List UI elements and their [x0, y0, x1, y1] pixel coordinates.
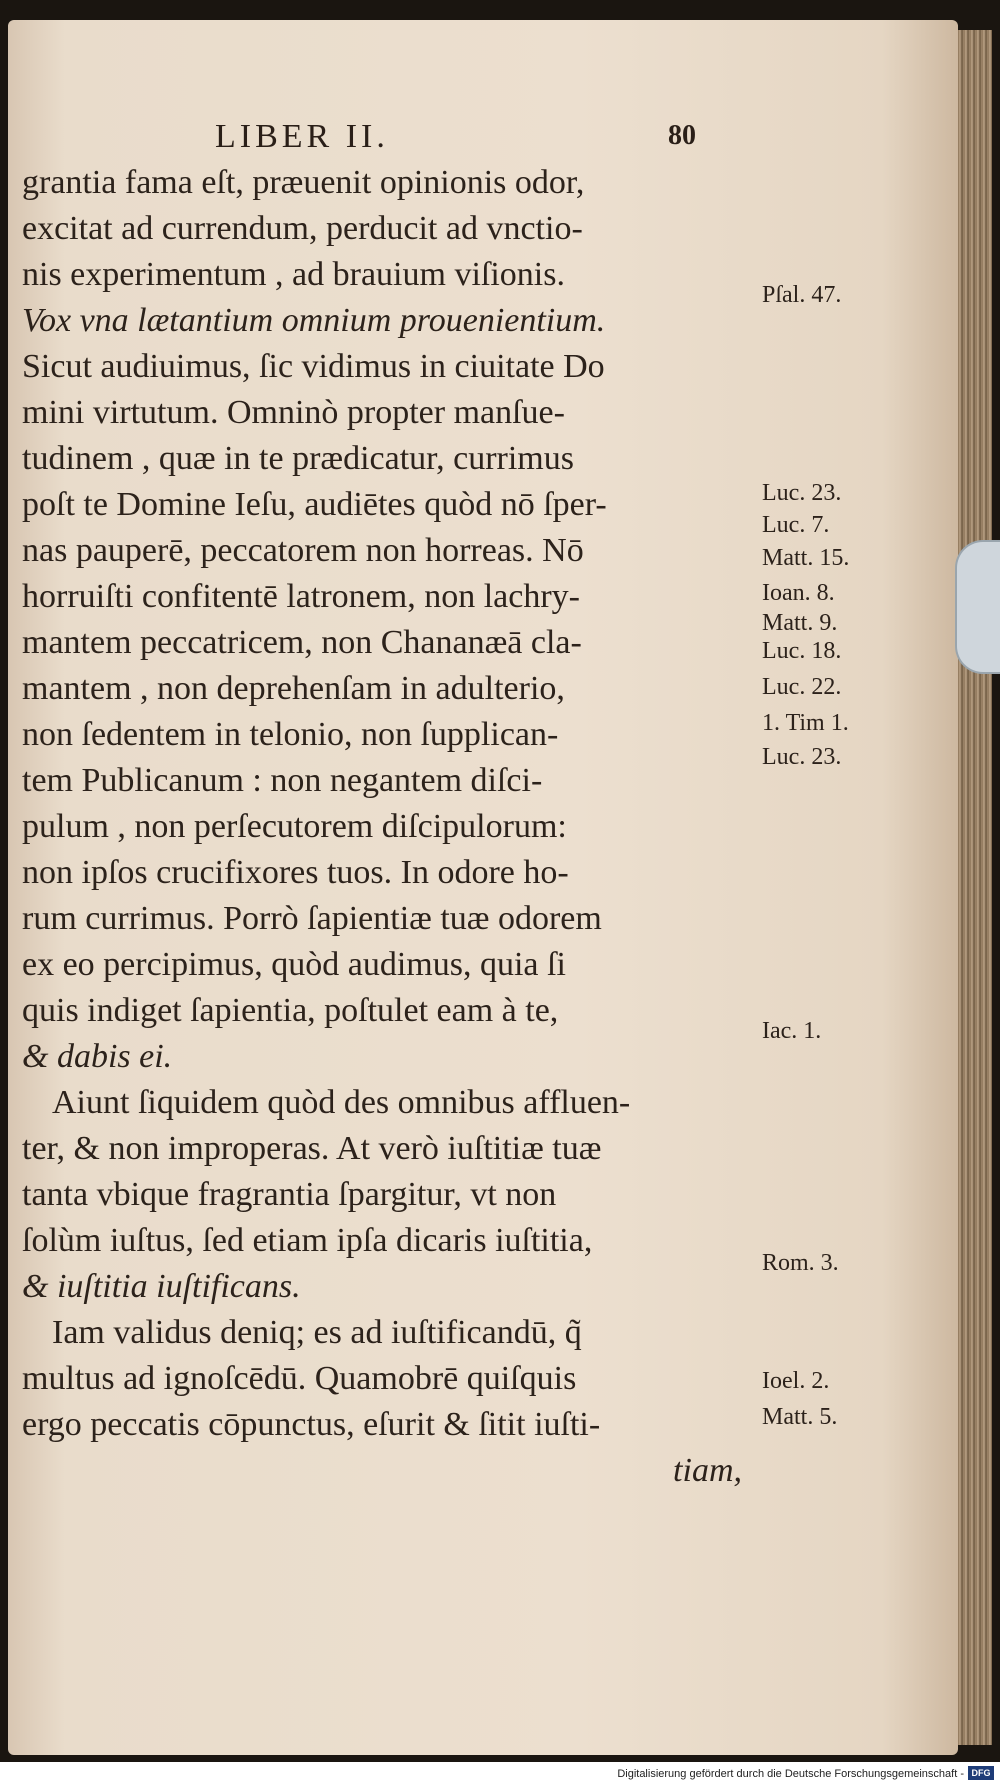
- text-line: ſolùm iuſtus, ſed etiam ipſa dicaris iuſtitia,: [22, 1222, 593, 1259]
- marginal-note: Luc. 18.: [762, 638, 842, 664]
- text-line: tudinem , quæ in te prædicatur, currimus: [22, 440, 574, 477]
- text-line-italic: [22, 1264, 742, 1310]
- italic-text: & dabis ei.: [22, 1038, 173, 1075]
- text-line: pulum , non perſecutorem diſcipulorum:: [22, 808, 567, 845]
- dfg-logo: DFG: [968, 1766, 994, 1780]
- text-line-italic: [22, 1034, 742, 1080]
- text-line: quis indiget ſapientia, poſtulet eam à te,: [22, 992, 559, 1029]
- text-line: mini virtutum. Omninò propter manſue-: [22, 394, 565, 431]
- text-line: mantem , non deprehenſam in adulterio,: [22, 670, 565, 707]
- marginal-note: Luc. 23.: [762, 480, 842, 506]
- text-line: ergo peccatis cōpunctus, eſurit & ſitit iuſti-: [22, 1406, 601, 1443]
- marginal-note: Luc. 7.: [762, 512, 830, 538]
- marginal-note: Ioan. 8.: [762, 580, 835, 606]
- running-title: LIBER II.: [215, 118, 389, 155]
- italic-text: tiam,: [673, 1452, 742, 1489]
- marginal-note: Ioel. 2.: [762, 1368, 830, 1394]
- text-line: multus ad ignoſcēdū. Quamobrē quiſquis: [22, 1360, 577, 1397]
- text-line: horruiſti confitentē latronem, non lachry-: [22, 578, 580, 615]
- marginal-note: Matt. 9.: [762, 610, 838, 636]
- text-line: nas pauperē, peccatorem non horreas. Nō: [22, 532, 584, 569]
- page-edges: [958, 30, 992, 1745]
- text-line: Iam validus deniq; es ad iuſtificandū, q̃: [52, 1314, 582, 1351]
- text-line: tem Publicanum : non negantem diſci-: [22, 762, 543, 799]
- marginal-note: 1. Tim 1.: [762, 710, 849, 736]
- digitization-credit: Digitalisierung gefördert durch die Deutsche Forschungsgemeinschaft -: [617, 1768, 964, 1780]
- page-header: [0, 118, 960, 158]
- text-line: Aiunt ſiquidem quòd des omnibus affluen-: [52, 1084, 631, 1121]
- text-line: Sicut audiuimus, ſic vidimus in ciuitate Do: [22, 348, 605, 385]
- text-line: non ipſos crucifixores tuos. In odore ho-: [22, 854, 569, 891]
- text-line: poſt te Domine Ieſu, audiētes quòd nō ſper-: [22, 486, 607, 523]
- marginal-note: Pſal. 47.: [762, 282, 842, 308]
- marginal-note: Iac. 1.: [762, 1018, 822, 1044]
- text-line: ex eo percipimus, quòd audimus, quia ſi: [22, 946, 566, 983]
- text-line: nis experimentum , ad brauium viſionis.: [22, 256, 565, 293]
- text-line: mantem peccatricem, non Chananæā cla-: [22, 624, 582, 661]
- italic-text: Vox vna lætantium omnium prouenientium.: [22, 302, 606, 339]
- text-line: tanta vbique fragrantia ſpargitur, vt non: [22, 1176, 557, 1213]
- text-line-italic: [22, 298, 742, 344]
- body-text: [22, 160, 850, 1494]
- marginal-note: Luc. 23.: [762, 744, 842, 770]
- book-clasp-tab: [955, 540, 1000, 674]
- page-number: 80: [668, 120, 696, 151]
- marginal-note: Matt. 15.: [762, 545, 850, 571]
- marginal-note: Luc. 22.: [762, 674, 842, 700]
- italic-text: & iuſtitia iuſtificans.: [22, 1268, 301, 1305]
- text-line: rum currimus. Porrò ſapientiæ tuæ odorem: [22, 900, 602, 937]
- text-line-italic: [22, 1448, 742, 1494]
- text-line: ter, & non improperas. At verò iuſtitiæ tuæ: [22, 1130, 602, 1167]
- marginal-note: Rom. 3.: [762, 1250, 839, 1276]
- marginal-note: Matt. 5.: [762, 1404, 838, 1430]
- text-line: excitat ad currendum, perducit ad vnctio-: [22, 210, 583, 247]
- text-line: non ſedentem in telonio, non ſupplican-: [22, 716, 559, 753]
- text-line: grantia fama eſt, præuenit opinionis odor,: [22, 164, 585, 201]
